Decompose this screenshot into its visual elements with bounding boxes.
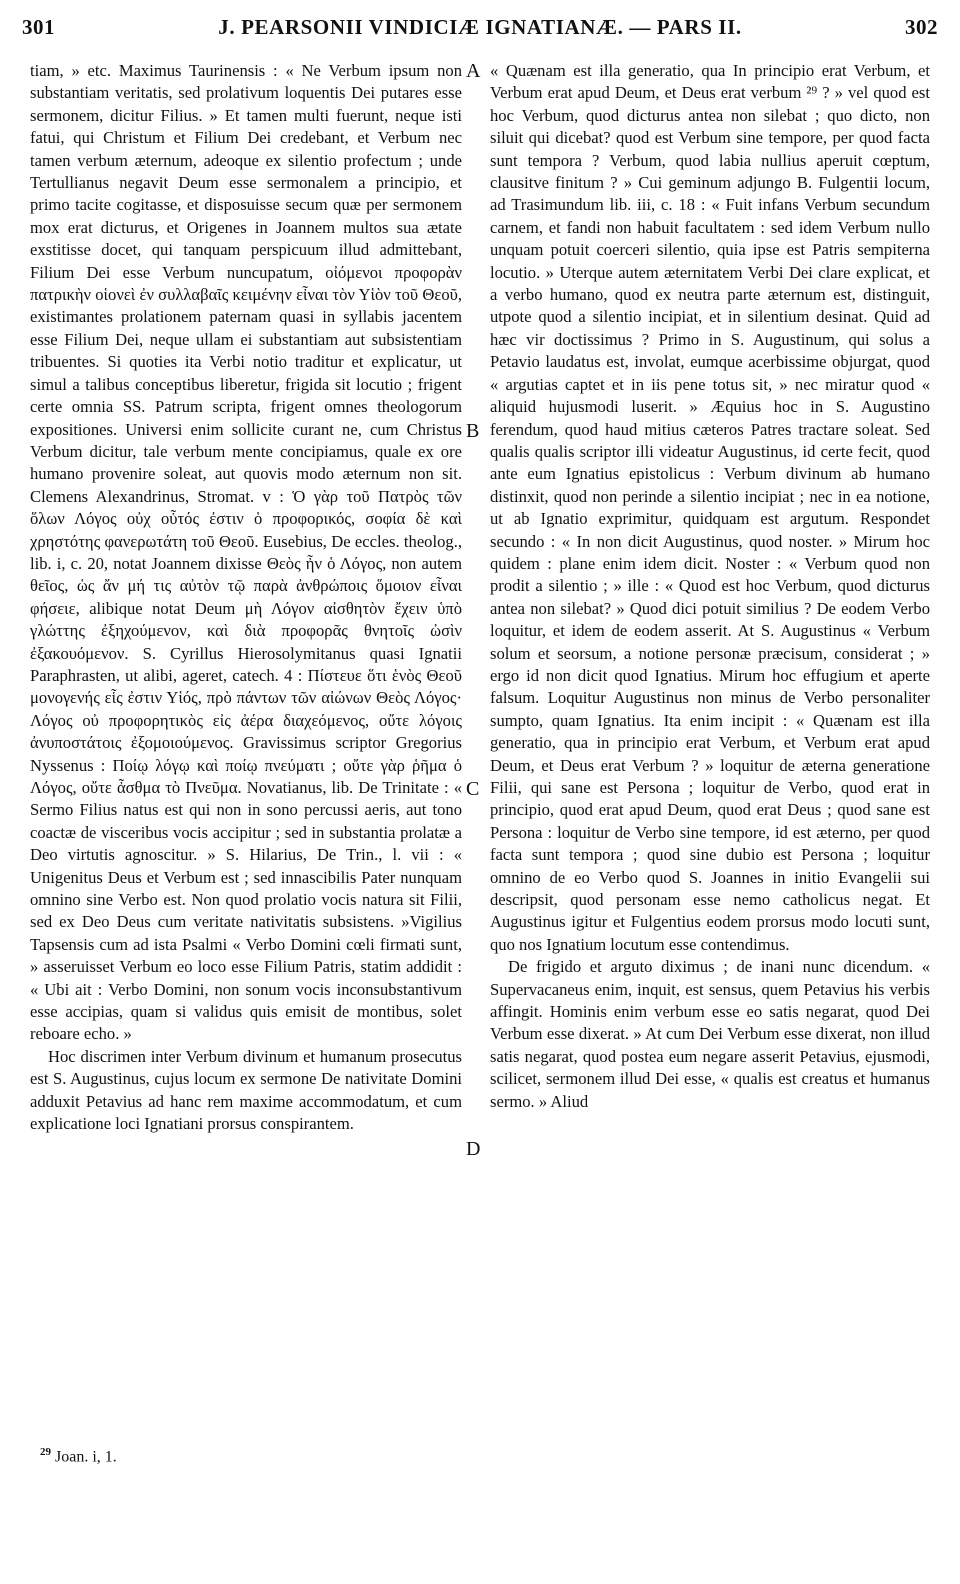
page-number-right: 302 [904,14,938,39]
footnote-text: Joan. i, 1. [55,1448,117,1466]
margin-letter-b: B [466,420,480,442]
left-column [30,60,462,1136]
page-number-left: 301 [22,14,55,39]
footnote [40,1446,117,1466]
margin-letter-c: C [466,778,480,800]
right-column [490,60,930,1113]
margin-letter-a: A [466,60,481,82]
right-paragraph-1: « Quænam est illa generatio, qua In principio erat Verbum, et Verbum erat apud Deum, et Deus erat verbum ²⁹ ? » vel quod est hoc Verbum, quod dicturus antea non silebat ; quo dicto, non siluit qui dicebat? quod est Verbum sine tempore, per quod facta sunt tempora ? Verbum, quod labia nullius aperuit cœptum, clausitve finitum ? » Cui geminum adjungo B. Fulgentii locum, ad Trasimundum lib. iii, c. 18 : « Fuit infans Verbum secundum carnem, et fandi non habuit facultatem : sed idem Verbum nullo unquam potuit coerceri silentio, quia ipse est Patris sempiterna locutio. » Uterque autem æternitatem Verbi Dei clare explicat, et a verbo humano, quod ex neutra parte æternum est, distinguit, utpote quod a silentio incipiat, et in silentium desinat. Quid ad hæc vir doctissimus ? Primo in S. Augustinum, qui solus a Petavio laudatus est, involat, eumque acerbissime objurgat, quod « argutias captet et in iis pene totus sit, » nec miratur quod « aliquid hujusmodi luserit. » Æquius hoc in S. Augustino ferendum, quod haud mitius cæteros Patres tractare soleat. Sed qualis qualis scriptor illi videatur Augustinus, id certe fecit, quod ante eum Ignatius epistolicus : Verbum divinum ab humano distinxit, quod non perinde a silentio incipiat ; nec in ea notione, ut ab Ignatio exprimitur, quidquam est argutum. Respondet secundo : « In non dicit Augustinus, quod noster. » Mirum hoc quidem : plane enim idem dicit. Noster : « Verbum quod non prodit a silentio ; » ille : « Quod est hoc Verbum, quod dicturus antea non silebat? » Quod dici potuit similius ? De eodem Verbo loquitur, et idem de eodem asserit. At S. Augustinus « Verbum solum et seorsum, a notione personæ præcisum, considerat ; » ergo id non dicit quod Ignatius. Mirum hoc effugium et aperte falsum. Loquitur Augustinus non minus de Verbo personaliter sumpto, quam Ignatius. Ita enim incipit : « Quænam est illa generatio, qua in principio erat Verbum, et Verbum erat apud Deum, et Deus erat Verbum ? » loquitur de æterna generatione Filii, qui sane est Persona ; loquitur de Verbo, quod erat in principio, quod erat apud Deum, quod erat Deus ; quod sane est Persona : loquitur de Verbo sine tempore, id est æterno, per quod facta sunt tempora ; quod sine dubio est Persona ; loquitur omnino de eo Verbo quod S. Joannes in initio Evangelii sui descripsit, quod personam esse nemo catholicus negat. Et Augustinus igitur et Fulgentius eodem prorsus modo locuti sunt, quo nos Ignatium locutum esse contendimus. [490,61,930,954]
running-header [22,10,938,44]
footnote-mark: 29 [40,1446,51,1458]
left-paragraph-2: Hoc discrimen inter Verbum divinum et humanum prosecutus est S. Augustinus, cujus locum ex sermone De nativitate Domini adduxit Petavius ad hanc rem maxime accommodatum, et cum explicatione loci Ignatiani prorsus conspirantem. [30,1046,462,1134]
right-paragraph-2: De frigido et arguto diximus ; de inani nunc dicendum. « Supervacaneus enim, inquit, est sensus, quem Petavius his verbis affingit. Hominis enim verbum esse eo satis negarat, quod Dei Verbum esse dixerat. » At cum Dei Verbum esse dixerat, non illud satis negarat, quod postea eum negare asserit Petavius, ejusmodi, scilicet, sermonem illud Dei esse, « qualis est creatus et humanus sermo. » Aliud [490,957,930,1111]
left-paragraph-1: tiam, » etc. Maximus Taurinensis : « Ne Verbum ipsum non substantiam veritatis, sed prolativum loquentis Dei putares esse sermonem, dicitur Filius. » Et tamen multi fuerunt, neque isti fatui, qui Christum et Filium Dei credebant, et Verbum nec tamen verbum æternum, adeoque ex silentio profectum ; unde Tertullianus negavit Deum esse sermonalem a principio, et primo tacite cogitasse, et disposuisse secum quæ per sermonem mox erat dicturus, et Origenes in Joannem multos sua ætate exstitisse docet, qui tanquam perspicuum illud admittebant, Filium Dei esse Verbum nuncupatum, οἰόμενοι προφορὰν πατρικὴν οἱονεὶ ἐν συλλαβαῖς κειμένην εἶναι τὸν Υἱὸν τοῦ Θεοῦ, existimantes prolationem paternam quasi in syllabis jacentem esse Filium Dei, neque ullam ei substantiam aut subsistentiam tribuentes. Si quoties ita Verbi notio traditur et explicatur, ut simul a talibus conceptibus liberetur, frigida sit locutio ; frigent certe omnia SS. Patrum scripta, frigent omnes theologorum expositiones. Universi enim sollicite curant ne, cum Christus Verbum dicitur, tale verbum mente concipiamus, quale ex ore humano provenire soleat, aut quovis modo æternum non sit. Clemens Alexandrinus, Stromat. v : Ὁ γὰρ τοῦ Πατρὸς τῶν ὅλων Λόγος οὐχ οὗτός ἐστιν ὁ προφορικός, σοφία δὲ καὶ χρηστότης φανερωτάτη τοῦ Θεοῦ. Eusebius, De eccles. theolog., lib. i, c. 20, notat Joannem dixisse Θεὸς ἦν ὁ Λόγος, non autem θεῖος, ὡς ἄν μή τις αὐτὸν τῷ παρὰ ἀνθρώποις ὅμοιον εἶναι φήσειε, alibique notat Deum μὴ Λόγον αἰσθητὸν ἔχειν ὑπὸ γλώττης ἐξηχούμενον, καὶ διὰ προφορᾶς θνητοῖς ὠσὶν ἐξακουόμενον. S. Cyrillus Hierosolymitanus quasi Ignatii Paraphrasten, ut alibi, ageret, catech. 4 : Πίστευε ὅτι ἑνὸς Θεοῦ μονογενής εἷς ἐστιν Υἱός, πρὸ πάντων τῶν αἰώνων Θεὸς Λόγος· Λόγος οὐ προφορητικὸς εἰς ἀέρα διαχεόμενος, οὔτε λόγοις ἀνυποστάτοις ἐξομοιούμενος. Gravissimus scriptor Gregorius Nyssenus : Ποίῳ λόγῳ καὶ ποίῳ πνεύματι ; οὔτε γὰρ ῥῆμα ὁ Λόγος, οὔτε ἆσθμα τὸ Πνεῦμα. Novatianus, lib. De Trinitate : « Sermo Filius natus est qui non in sono percussi aeris, aut tono coactæ de visceribus vocis accipitur ; sed in substantia prolatæ a Deo virtutis agnoscitur. » S. Hilarius, De Trin., l. vii : « Unigenitus Deus et Verbum est ; sed innascibilis Pater nunquam omnino sine Verbo est. Non quod prolatio vocis natura sit Filii, sed ex Deo Deus cum veritate nativitatis subsistens. »Vigilius Tapsensis cum ad ista Psalmi « Verbo Domini cœli firmati sunt, » asseruisset Verbum eo loco esse Filium Patris, statim addidit : « Ubi ait : Verbo Domini, non sonum vocis inconsubstantivum esse accipias, quam si validus quis emisit de montibus, solet reboare echo. » [30,61,462,1044]
margin-letter-d: D [466,1138,481,1160]
running-title: J. PEARSONII VINDICIÆ IGNATIANÆ. — PARS II. [218,14,742,39]
